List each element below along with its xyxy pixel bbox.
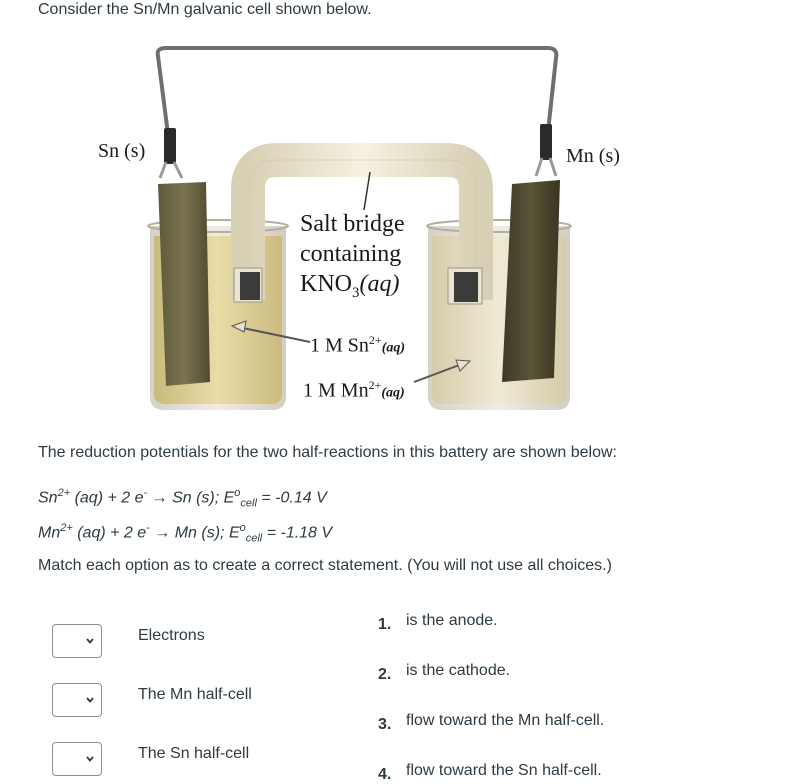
- choice-2-text: is the cathode.: [406, 662, 511, 679]
- choice-4-number: 4.: [378, 766, 392, 783]
- choice-1-number: 1.: [378, 616, 392, 633]
- potentials-intro: The reduction potentials for the two half-reactions in this battery are shown below:: [38, 444, 617, 461]
- match-instruction: Match each option as to create a correct statement. (You will not use all choices.): [38, 557, 612, 574]
- salt-bridge-line1: Salt bridge: [300, 211, 405, 237]
- choice-3-number: 3.: [378, 716, 392, 733]
- choice-4-text: flow toward the Sn half-cell.: [406, 762, 602, 779]
- sn-half-cell-select[interactable]: [52, 742, 102, 776]
- mn-solution-label: 1 M $Mn^{2+}(aq)$: [303, 378, 405, 402]
- left-clip-icon: [164, 128, 176, 164]
- right-bridge-plug: [454, 272, 478, 302]
- mn-electrode: [502, 180, 560, 382]
- salt-bridge-line3: $KNO_3(aq)$: [300, 271, 400, 301]
- mn-electrode-label: Mn (s): [566, 145, 620, 167]
- chevron-down-icon: [85, 752, 95, 766]
- electrons-select[interactable]: [52, 624, 102, 658]
- sn-electrode: [158, 182, 210, 386]
- prompt-mn-half-cell: The Mn half-cell: [138, 686, 252, 703]
- mn-half-cell-select[interactable]: [52, 683, 102, 717]
- choice-2-number: 2.: [378, 666, 392, 683]
- question-intro: Consider the Sn/Mn galvanic cell shown below.: [38, 1, 372, 18]
- mn-half-reaction: $Mn^{2+}$ (aq) + 2 e- → Mn (s); $E^o_{cell} = -1.18$ V: [38, 522, 333, 545]
- external-wire: [158, 48, 557, 150]
- choice-3-text: flow toward the Mn half-cell.: [406, 712, 605, 729]
- sn-electrode-label: Sn (s): [98, 140, 146, 162]
- sn-solution-label: 1 M $Sn^{2+}(aq)$: [310, 333, 406, 357]
- chevron-down-icon: [85, 693, 95, 707]
- salt-bridge-label: [300, 209, 405, 308]
- right-clip-icon: [540, 124, 552, 160]
- prompt-sn-half-cell: The Sn half-cell: [138, 745, 250, 762]
- prompt-electrons: Electrons: [138, 627, 205, 644]
- left-bridge-plug: [240, 272, 260, 300]
- chevron-down-icon: [85, 634, 95, 648]
- salt-bridge-line2: containing: [300, 241, 402, 267]
- sn-half-reaction: $Sn^{2+}$ (aq) + 2 e- → Sn (s); $E^o_{cell} = -0.14$ V: [38, 487, 327, 510]
- choice-1-text: is the anode.: [406, 612, 498, 629]
